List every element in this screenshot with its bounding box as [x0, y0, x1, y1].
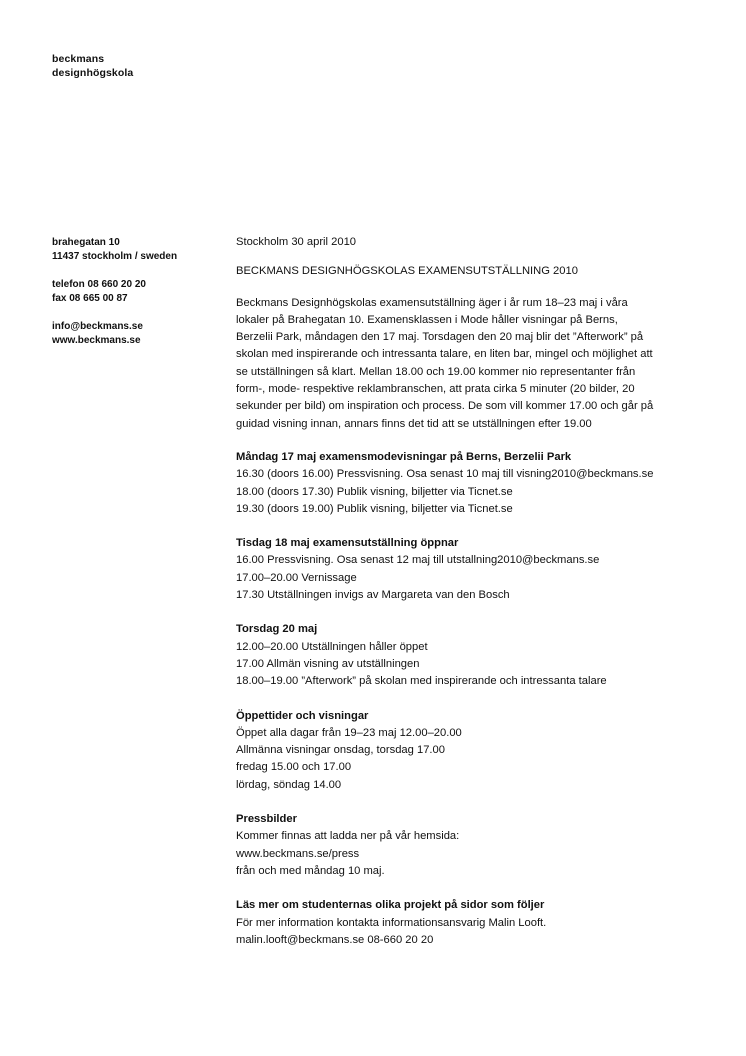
intro-line: Beckmans Designhögskolas examensutställning äger i år rum 18–23 maj i våra: [236, 296, 628, 309]
headline: BECKMANS DESIGNHÖGSKOLAS EXAMENSUTSTÄLLNING 2010: [236, 265, 578, 278]
intro-line: guidad visning innan, annars finns det tid att se utställningen efter 19.00: [236, 417, 592, 430]
section-line: För mer information kontakta informationsansvarig Malin Looft.: [236, 916, 547, 929]
section-line: fredag 15.00 och 17.00: [236, 761, 352, 774]
section-line: 19.30 (doors 19.00) Publik visning, biljetter via Ticnet.se: [236, 502, 513, 515]
phone-number: telefon 08 660 20 20: [52, 279, 146, 290]
intro-line: lokaler på Brahegatan 10. Examensklassen i Mode håller visningar på Berns,: [236, 313, 618, 326]
section-line: Allmänna visningar onsdag, torsdag 17.00: [236, 744, 445, 757]
section-line: från och med måndag 10 maj.: [236, 864, 385, 877]
intro-line: Berzelii Park, måndagen den 17 maj. Torsdagen den 20 maj blir det ”Afterwork” på: [236, 331, 644, 344]
contact-block: [52, 236, 177, 348]
section-line: 16.30 (doors 16.00) Pressvisning. Osa senast 10 maj till visning2010@beckmans.se: [236, 468, 654, 481]
section-heading: Pressbilder: [236, 813, 297, 826]
section-opening-hours: [236, 708, 706, 794]
address-street: brahegatan 10: [52, 237, 120, 248]
intro-paragraph: [236, 295, 706, 433]
section-monday: [236, 449, 706, 518]
section-line: lördag, söndag 14.00: [236, 778, 342, 791]
section-thursday: [236, 621, 706, 690]
section-line: 18.00–19.00 ”Afterwork” på skolan med inspirerande och intressanta talare: [236, 675, 607, 688]
intro-line: sekunder per bild) om inspiration och process. De som vill kommer 17.00 och går på: [236, 400, 654, 413]
section-line: www.beckmans.se/press: [236, 847, 360, 860]
section-line: 17.00 Allmän visning av utställningen: [236, 657, 420, 670]
fax-number: fax 08 665 00 87: [52, 293, 128, 304]
section-heading: Måndag 17 maj examensmodevisningar på Berns, Berzelii Park: [236, 450, 572, 463]
section-line: Öppet alla dagar från 19–23 maj 12.00–20.00: [236, 726, 462, 739]
intro-line: skolan med inspirerande och intressanta talare, en liten bar, mingel och möjlighet att: [236, 348, 653, 361]
date-line: Stockholm 30 april 2010: [236, 236, 357, 248]
section-line: 17.00–20.00 Vernissage: [236, 571, 357, 584]
email-address: info@beckmans.se: [52, 321, 143, 332]
section-line: 18.00 (doors 17.30) Publik visning, biljetter via Ticnet.se: [236, 485, 513, 498]
section-line: 17.30 Utställningen invigs av Margareta van den Bosch: [236, 589, 510, 602]
section-heading: Torsdag 20 maj: [236, 623, 318, 636]
section-tuesday: [236, 535, 706, 604]
section-line: 16.00 Pressvisning. Osa senast 12 maj till utstallning2010@beckmans.se: [236, 554, 600, 567]
intro-line: se utställningen så klart. Mellan 18.00 och 19.00 kommer nio representanter från: [236, 365, 636, 378]
logo-line-1: beckmans: [52, 53, 105, 65]
section-more-info: [236, 897, 706, 949]
website: www.beckmans.se: [52, 335, 141, 346]
section-line: 12.00–20.00 Utställningen håller öppet: [236, 640, 428, 653]
section-heading: Öppettider och visningar: [236, 709, 369, 722]
section-line: malin.looft@beckmans.se 08-660 20 20: [236, 933, 434, 946]
section-heading: Läs mer om studenternas olika projekt på sidor som följer: [236, 899, 545, 912]
section-line: Kommer finnas att ladda ner på vår hemsida:: [236, 830, 460, 843]
logo-line-2: designhögskola: [52, 67, 134, 79]
address-city: 11437 stockholm / sweden: [52, 251, 178, 262]
press-release-body: [236, 234, 706, 966]
section-press-images: [236, 811, 706, 880]
section-heading: Tisdag 18 maj examensutställning öppnar: [236, 537, 459, 550]
school-logo-text: [52, 52, 133, 80]
intro-line: form-, mode- respektive reklambranschen, att prata cirka 5 minuter (20 bilder, 20: [236, 383, 635, 396]
